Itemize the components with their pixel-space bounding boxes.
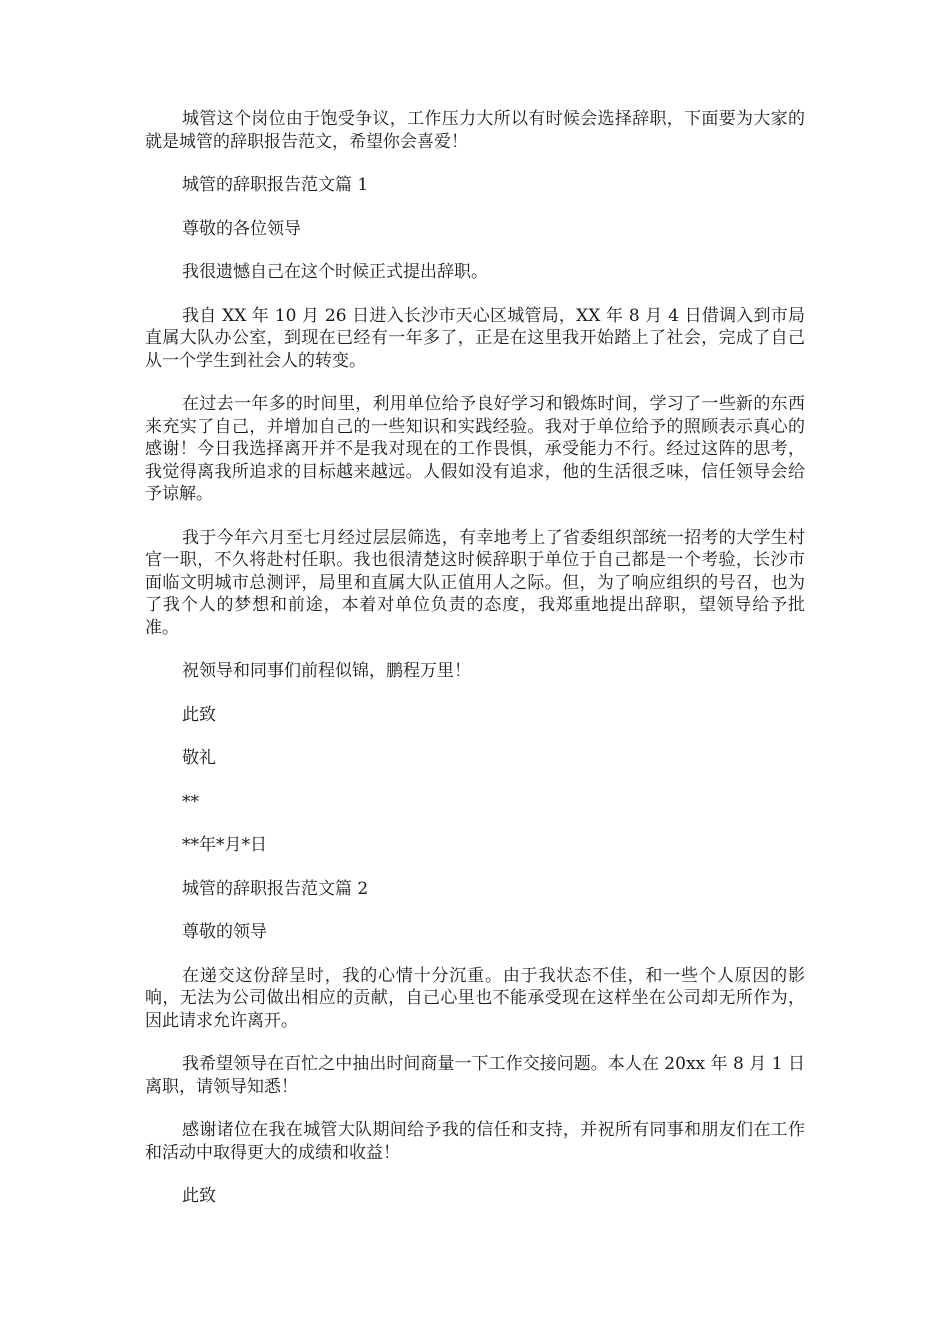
closing-jingli: 敬礼	[182, 748, 216, 768]
body-paragraph: 我很遗憾自己在这个时候正式提出辞职。	[182, 262, 488, 282]
salutation-2: 尊敬的领导	[182, 922, 267, 942]
body-paragraph: 感谢诸位在我在城管大队期间给予我的信任和支持，并祝所有同事和朋友们在工作和活动中取得更大的成绩和收益！	[145, 1120, 805, 1163]
section-heading-2: 城管的辞职报告范文篇 2	[182, 878, 369, 899]
body-paragraph: 我自 XX 年 10 月 26 日进入长沙市天心区城管局，XX 年 8 月 4 日借调入到市局直属大队办公室，到现在已经有一年多了，正是在这里我开始踏上了社会，完成了自己从一个学生到社会人的转变。	[145, 305, 805, 371]
intro-paragraph: 城管这个岗位由于饱受争议，工作压力大所以有时候会选择辞职，下面要为大家的就是城管的辞职报告范文，希望你会喜爱！	[145, 109, 805, 152]
body-paragraph: 我于今年六月至七月经过层层筛选，有幸地考上了省委组织部统一招考的大学生村官一职，不久将赴村任职。我也很清楚这时候辞职于单位于自己都是一个考验，长沙市面临文明城市总测评，局里和直属大队正值用人之际。但，为了响应组织的号召，也为了我个人的梦想和前途，本着对单位负责的态度，我郑重地提出辞职，望领导给予批准。	[145, 527, 805, 638]
closing-wish: 祝领导和同事们前程似锦，鹏程万里！	[182, 661, 471, 681]
body-paragraph: 我希望领导在百忙之中抽出时间商量一下工作交接问题。本人在 20xx 年 8 月 1 日离职，请领导知悉！	[145, 1054, 805, 1097]
body-paragraph: 在过去一年多的时间里，利用单位给予良好学习和锻炼时间，学习了一些新的东西来充实了自己，并增加自己的一些知识和实践经验。我对于单位给予的照顾表示真心的感谢！今日我选择离开并不是我对现在的工作畏惧，承受能力不行。经过这阵的思考，我觉得离我所追求的目标越来越远。人假如没有追求，他的生活很乏味，信任领导会给予谅解。	[145, 394, 805, 504]
closing-cizhi: 此致	[182, 1186, 216, 1206]
section-heading-1: 城管的辞职报告范文篇 1	[182, 175, 369, 195]
salutation-1: 尊敬的各位领导	[182, 218, 301, 239]
signature-date: **年*月*日	[182, 835, 267, 855]
signature-name: **	[182, 791, 199, 812]
document-page	[145, 108, 805, 1229]
closing-cizhi: 此致	[182, 704, 216, 725]
body-paragraph: 在递交这份辞呈时，我的心情十分沉重。由于我状态不佳，和一些个人原因的影响，无法为公司做出相应的贡献，自己心里也不能承受现在这样坐在公司却无所作为，因此请求允许离开。	[145, 965, 805, 1031]
